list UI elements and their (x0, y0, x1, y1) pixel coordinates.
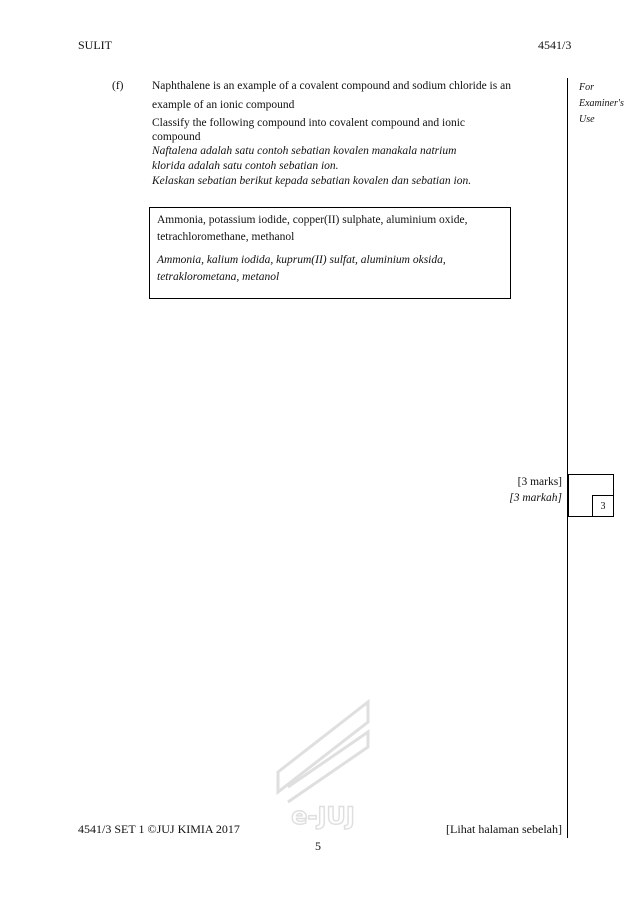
margin-divider (567, 78, 568, 838)
box-ms-line-2: tetraklorometana, metanol (157, 271, 280, 283)
examiner-score-value: 3 (592, 495, 614, 517)
marks-en: [3 marks] (517, 476, 562, 488)
question-en-line-1: Naphthalene is an example of a covalent compound and sodium chloride is an (152, 80, 511, 92)
box-ms-line-1: Ammonia, kalium iodida, kuprum(II) sulfat, aluminium oksida, (157, 254, 446, 266)
watermark-text: e-JUJ (291, 802, 355, 830)
examiner-line-2: Examiner's (579, 98, 624, 109)
question-ms-line-1: Naftalena adalah satu contoh sebatian kovalen manakala natrium (152, 145, 457, 157)
question-en-line-2: example of an ionic compound (152, 99, 295, 111)
examiner-line-1: For (579, 82, 594, 93)
header-right: 4541/3 (538, 38, 572, 52)
question-text (152, 78, 562, 189)
compound-list-box (149, 207, 511, 299)
marks-ms: [3 markah] (509, 492, 562, 504)
footer-right: [Lihat halaman sebelah] (446, 822, 562, 836)
question-label: (f) (112, 80, 124, 92)
examiner-use-label (579, 80, 624, 128)
question-ms-line-3: Kelaskan sebatian berikut kepada sebatian kovalen dan sebatian ion. (152, 175, 472, 187)
box-en-line-1: Ammonia, potassium iodide, copper(II) sulphate, aluminium oxide, (157, 214, 468, 226)
examiner-line-3: Use (579, 114, 595, 125)
page-number: 5 (315, 839, 321, 853)
question-ms-line-2: klorida adalah satu contoh sebatian ion. (152, 160, 339, 172)
question-en-line-4: compound (152, 131, 201, 143)
e-juj-watermark-logo (268, 692, 378, 832)
question-en-line-3: Classify the following compound into covalent compound and ionic (152, 117, 466, 129)
footer-left: 4541/3 SET 1 ©JUJ KIMIA 2017 (78, 822, 240, 836)
header-left: SULIT (78, 38, 112, 52)
box-en-line-2: tetrachloromethane, methanol (157, 231, 295, 243)
